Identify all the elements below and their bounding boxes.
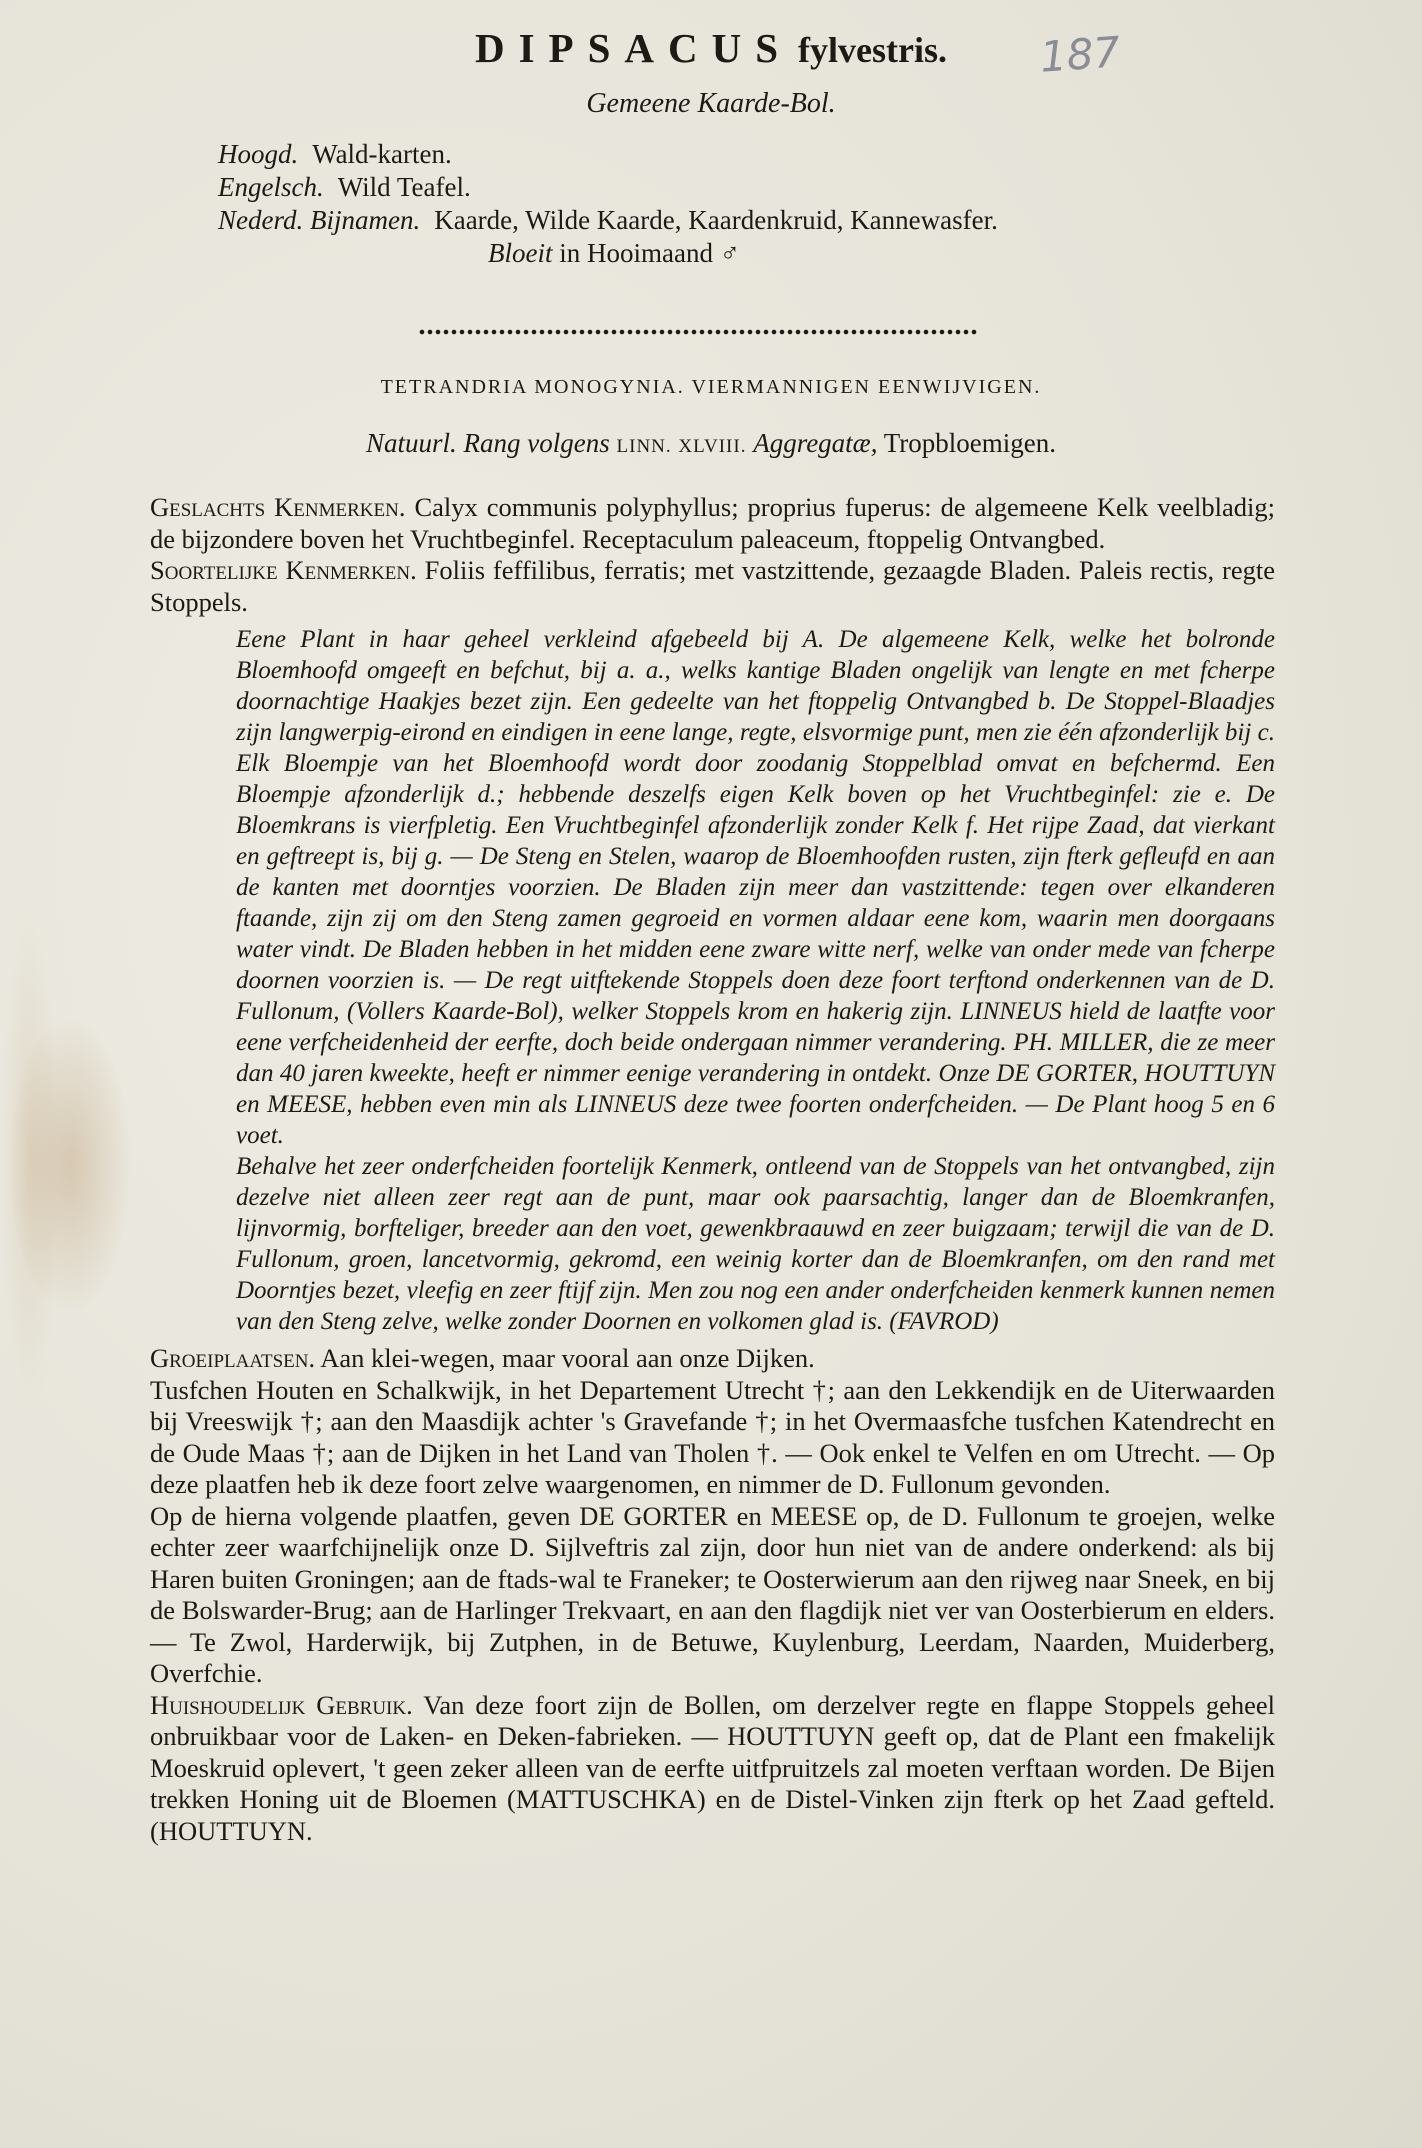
paragraph-text: Calyx communis polyphyllus; proprius fuperus: de algemeene Kelk veelbladig; de bijzondere boven het Vruchtbeginfel. Receptaculum paleaceum, ftoppelig Ontvangbed. [150,492,1276,554]
language-label: Engelsch. [218,172,324,202]
rank-author: LINN. [616,436,672,457]
rank-dutch: Tropbloemigen. [883,428,1056,458]
rank-prefix: Natuurl. Rang volgens [366,428,610,458]
paragraph-text: Aan klei-wegen, maar vooral aan onze Dijken. [320,1343,815,1373]
foxing-stain [10,1020,130,1310]
foxing-stain-edge [0,900,60,1420]
name-row-german [218,138,998,171]
section-heading: Geslachts Kenmerken. [150,492,406,522]
section-heading: Soortelijke Kenmerken. [150,555,417,585]
name-row-english [218,171,998,204]
bloei-label: Bloeit [488,238,553,268]
bloei-row [218,237,998,270]
name-text: Wild Teafel. [337,172,471,202]
section-heading: Groeiplaatsen. [150,1343,316,1373]
bloei-text: in Hooimaand [559,238,713,268]
linnaean-class: TETRANDRIA MONOGYNIA. VIERMANNIGEN EENWIJVIGEN. [380,376,1042,398]
groei-paragraph [150,1343,1275,1375]
body-text [150,492,1275,1847]
genus-name: DIPSACUS [474,25,793,71]
geslachts-paragraph [150,492,1275,555]
description-paragraph: Eene Plant in haar geheel verkleind afgebeeld bij A. De algemeene Kelk, welke het bolronde Bloemhoofd omgeeft en befchut, bij a. a., welks kantige Bladen ongelijk van lengte en met fcherpe doornachtige Haakjes bezet zijn. Een gedeelte van het ftoppelig Ontvangbed b. De Stoppel-Blaadjes zijn langwerpig-eirond en eindigen in eene lange, regte, elsvormige punt, men zie één afzonderlijk bij c. Elk Bloempje van het Bloemhoofd wordt door zoodanig Stoppelblad omvat en befchermd. Een Bloempje afzonderlijk d.; hebbende deszelfs eigen Kelk boven op het Vruchtbeginfel: zie e. De Bloemkrans is vierfpletig. Een Vruchtbeginfel afzonderlijk zonder Kelk f. Het rijpe Zaad, dat vierkant en geftreept is, bij g. — De Steng en Stelen, waarop de Bloemhoofden rusten, zijn fterk gefleufd en aan de kanten met doorntjes voorzien. De Bladen zijn meer dan vastzittende: tegen over elkanderen ftaande, zijn zij om den Steng zamen gegroeid en vormen aldaar eene kom, waarin men doorgaans water vindt. De Bladen hebben in het midden eene zware witte nerf, welke van onder mede van fcherpe doornen voorzien is. — De regt uitftekende Stoppels doen deze foort terftond onderkennen van de D. Fullonum, (Vollers Kaarde-Bol), welker Stoppels krom en hakerig zijn. LINNEUS hield de laatfte voor eene verfcheidenheid der eerfte, doch beide ondergaan nimmer verandering. PH. MILLER, die ze meer dan 40 jaren kweekte, heeft er nimmer eenige verandering in ontdekt. Onze DE GORTER, HOUTTUYN en MEESE, hebben even min als LINNEUS deze twee foorten onderfcheiden. — De Plant hoog 5 en 6 voet. [236,626,1275,1149]
dotted-ornament-rule [418,328,978,336]
groei-paragraph-2: Tusfchen Houten en Schalkwijk, in het Departement Utrecht †; aan den Lekkendijk en de Uiterwaarden bij Vreeswijk †; aan den Maasdijk achter 's Gravefande †; in het Overmaasfche tusfchen Katendrecht en de Oude Maas †; aan de Dijken in het Land van Tholen †. — Ook enkel te Velfen en om Utrecht. — Op deze plaatfen heb ik deze foort zelve waargenomen, en nimmer de D. Fullonum gevonden. [150,1374,1275,1499]
paragraph-text: Van deze foort zijn de Bollen, om derzelver regte en flappe Stoppels geheel onbruikbaar voor de Laken- en Deken-fabrieken. — HOUTTUYN geeft op, dat de Plant een fmakelijk Moeskruid oplevert, 't geen zeker alleen van de eerfte uitfpruitzels zal moeten verftaan worden. De Bijen trekken Honing uit de Bloemen (MATTUSCHKA) en de Distel-Vinken zijn fterk op het Zaad gefteld. (HOUTTUYN. [150,1689,1275,1846]
soortelijke-paragraph [150,555,1275,618]
groei-paragraph-3: Op de hierna volgende plaatfen, geven DE GORTER en MEESE op, de D. Fullonum te groejen, welke echter zeer waarfchijnelijk onze D. Sijlveftris zal zijn, door hun niet van de andere onderkend: als bij Haren buiten Groningen; aan de ftads-wal te Franeker; te Oosterwierum aan den rijweg naar Sneek, en bij de Bolswarder-Brug; aan de Harlinger Trekvaart, en aan den flagdijk niet ver van Oosterbierum en elders. — Te Zwol, Harderwijk, bij Zutphen, in de Betuwe, Kuylenburg, Leerdam, Naarden, Muiderberg, Overfchie. [150,1500,1275,1688]
language-label: Nederd. Bijnamen. [218,205,421,235]
paragraph-text: Foliis feffilibus, ferratis; met vastzittende, gezaagde Bladen. Paleis rectis, regte Stoppels. [150,555,1276,617]
section-heading: Huishoudelijk Gebruik. [150,1689,413,1720]
vernacular-name: Gemeene Kaarde-Bol. [586,88,836,119]
page-title [0,24,1422,72]
common-names-block [218,138,998,270]
name-row-dutch [218,204,998,237]
pencil-page-number: 187 [1038,27,1122,82]
huis-paragraph [150,1690,1275,1848]
species-name: fylvestris. [798,30,947,70]
name-text: Kaarde, Wilde Kaarde, Kaardenkruid, Kannewasfer. [434,205,998,235]
description-paragraph-2: Behalve het zeer onderfcheiden foortelijk Kenmerk, ontleend van de Stoppels van het ontvangbed, zijn dezelve niet alleen zeer regt aan de punt, maar ook paarsachtig, langer dan de Bloemkranfen, lijnvormig, borfteliger, breeder aan den voet, gewenkbraauwd en zeer buigzaam; terwijl die van de D. Fullonum, groen, lancetvormig, gekromd, een weinig korter dan de Bloemkranfen, om den rand met Doorntjes bezet, vleefig en zeer ftijf zijn. Men zou nog een ander onderfcheiden kenmerk kunnen nemen van den Steng zelve, welke zonder Doornen en volkomen glad is. (FAVROD) [236,1153,1275,1335]
male-symbol-icon: ♂ [719,238,740,268]
name-text: Wald-karten. [312,139,452,169]
rank-order: Aggregatæ, [753,428,878,458]
rank-number: XLVIII. [678,436,747,457]
natural-rank-line [0,428,1422,459]
language-label: Hoogd. [218,139,299,169]
